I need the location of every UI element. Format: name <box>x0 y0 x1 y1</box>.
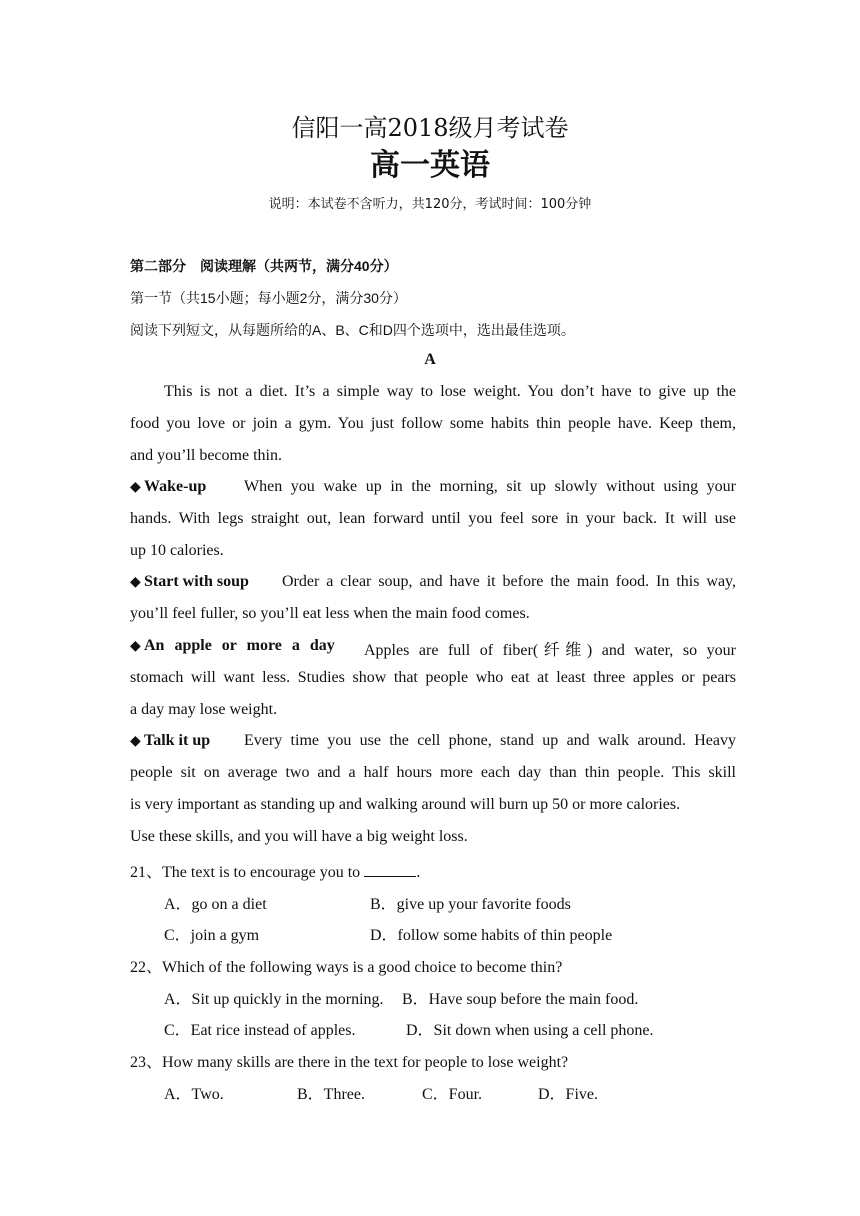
diamond-bullet-icon: ◆ <box>130 575 141 590</box>
question-stem: Which of the following ways is a good choice to become thin? <box>162 959 563 976</box>
tip-line: is very important as standing up and walking around will burn up 50 or more calories. <box>130 796 681 813</box>
directions: 阅读下列短文，从每题所给的A、B、C和D四个选项中，选出最佳选项。 <box>130 322 575 338</box>
answer-blank <box>364 864 416 877</box>
part-heading: 第二部分 阅读理解（共两节，满分40分） <box>130 258 398 274</box>
tip-wake-up <box>130 478 736 496</box>
tip-heading: An apple or more a day <box>144 637 335 654</box>
question-number: 22、 <box>130 959 163 976</box>
option-21-b: B．give up your favorite foods <box>370 896 571 913</box>
tip-line: up 10 calories. <box>130 542 224 559</box>
tip-start-with-soup <box>130 573 736 591</box>
option-23-d: D．Five. <box>538 1086 599 1103</box>
tip-heading: Start with soup <box>144 573 249 590</box>
question-stem: The text is to encourage you to <box>162 864 365 881</box>
tip-first-line: Apples are full of fiber(纤维) and water, so your <box>364 642 736 659</box>
tip-heading: Talk it up <box>144 732 211 749</box>
tip-line: hands. With legs straight out, lean forward until you feel sore in your back. It will use <box>130 510 736 527</box>
tip-talk-it-up <box>130 732 736 750</box>
diamond-bullet-icon: ◆ <box>130 639 141 654</box>
option-23-c: C．Four. <box>422 1086 483 1103</box>
exam-instructions: 说明：本试卷不含听力，共120分，考试时间：100分钟 <box>268 197 592 212</box>
option-22-b: B．Have soup before the main food. <box>402 991 639 1008</box>
subsection-heading: 第一节（共15小题；每小题2分，满分30分） <box>130 290 407 306</box>
passage-intro-line: This is not a diet. It’s a simple way to lose weight. You don’t have to give up the <box>164 383 736 400</box>
tip-first-line: Every time you use the cell phone, stand up and walk around. Heavy <box>244 732 736 749</box>
tip-first-line: When you wake up in the morning, sit up slowly without using your <box>244 478 736 495</box>
tip-heading: Wake-up <box>144 478 207 495</box>
tip-line: you’ll feel fuller, so you’ll eat less when the main food comes. <box>130 605 530 622</box>
subject-title: 高一英语 <box>370 148 490 183</box>
question-number: 21、 <box>130 864 163 881</box>
question-23 <box>130 1049 736 1072</box>
tip-line: stomach will want less. Studies show that people who eat at least three apples or pears <box>130 669 736 686</box>
question-number: 23、 <box>130 1054 163 1071</box>
passage-intro-line: and you’ll become thin. <box>130 447 282 464</box>
tip-line: a day may lose weight. <box>130 701 278 718</box>
diamond-bullet-icon: ◆ <box>130 480 141 495</box>
option-21-a: A．go on a diet <box>164 896 267 913</box>
question-22 <box>130 954 736 977</box>
option-22-c: C．Eat rice instead of apples. <box>164 1022 356 1039</box>
option-21-c: C．join a gym <box>164 927 260 944</box>
tip-apple-a-day <box>130 637 736 660</box>
question-stem: How many skills are there in the text for people to lose weight? <box>162 1054 569 1071</box>
option-22-d: D．Sit down when using a cell phone. <box>406 1022 654 1039</box>
option-21-d: D．follow some habits of thin people <box>370 927 613 944</box>
tip-line: Use these skills, and you will have a big weight loss. <box>130 828 468 845</box>
question-stem-end: . <box>416 864 421 881</box>
passage-label: A <box>424 351 436 368</box>
tip-first-line: Order a clear soup, and have it before the main food. In this way, <box>282 573 736 590</box>
tip-line: people sit on average two and a half hours more each day than thin people. This skill <box>130 764 736 781</box>
option-22-a: A．Sit up quickly in the morning. <box>164 991 384 1008</box>
exam-title: 信阳一高2018级月考试卷 <box>291 114 569 142</box>
question-21 <box>130 859 736 882</box>
option-23-a: A．Two. <box>164 1086 224 1103</box>
option-23-b: B．Three. <box>297 1086 365 1103</box>
diamond-bullet-icon: ◆ <box>130 734 141 749</box>
passage-intro-line: food you love or join a gym. You just follow some habits thin people have. Keep them, <box>130 415 736 432</box>
